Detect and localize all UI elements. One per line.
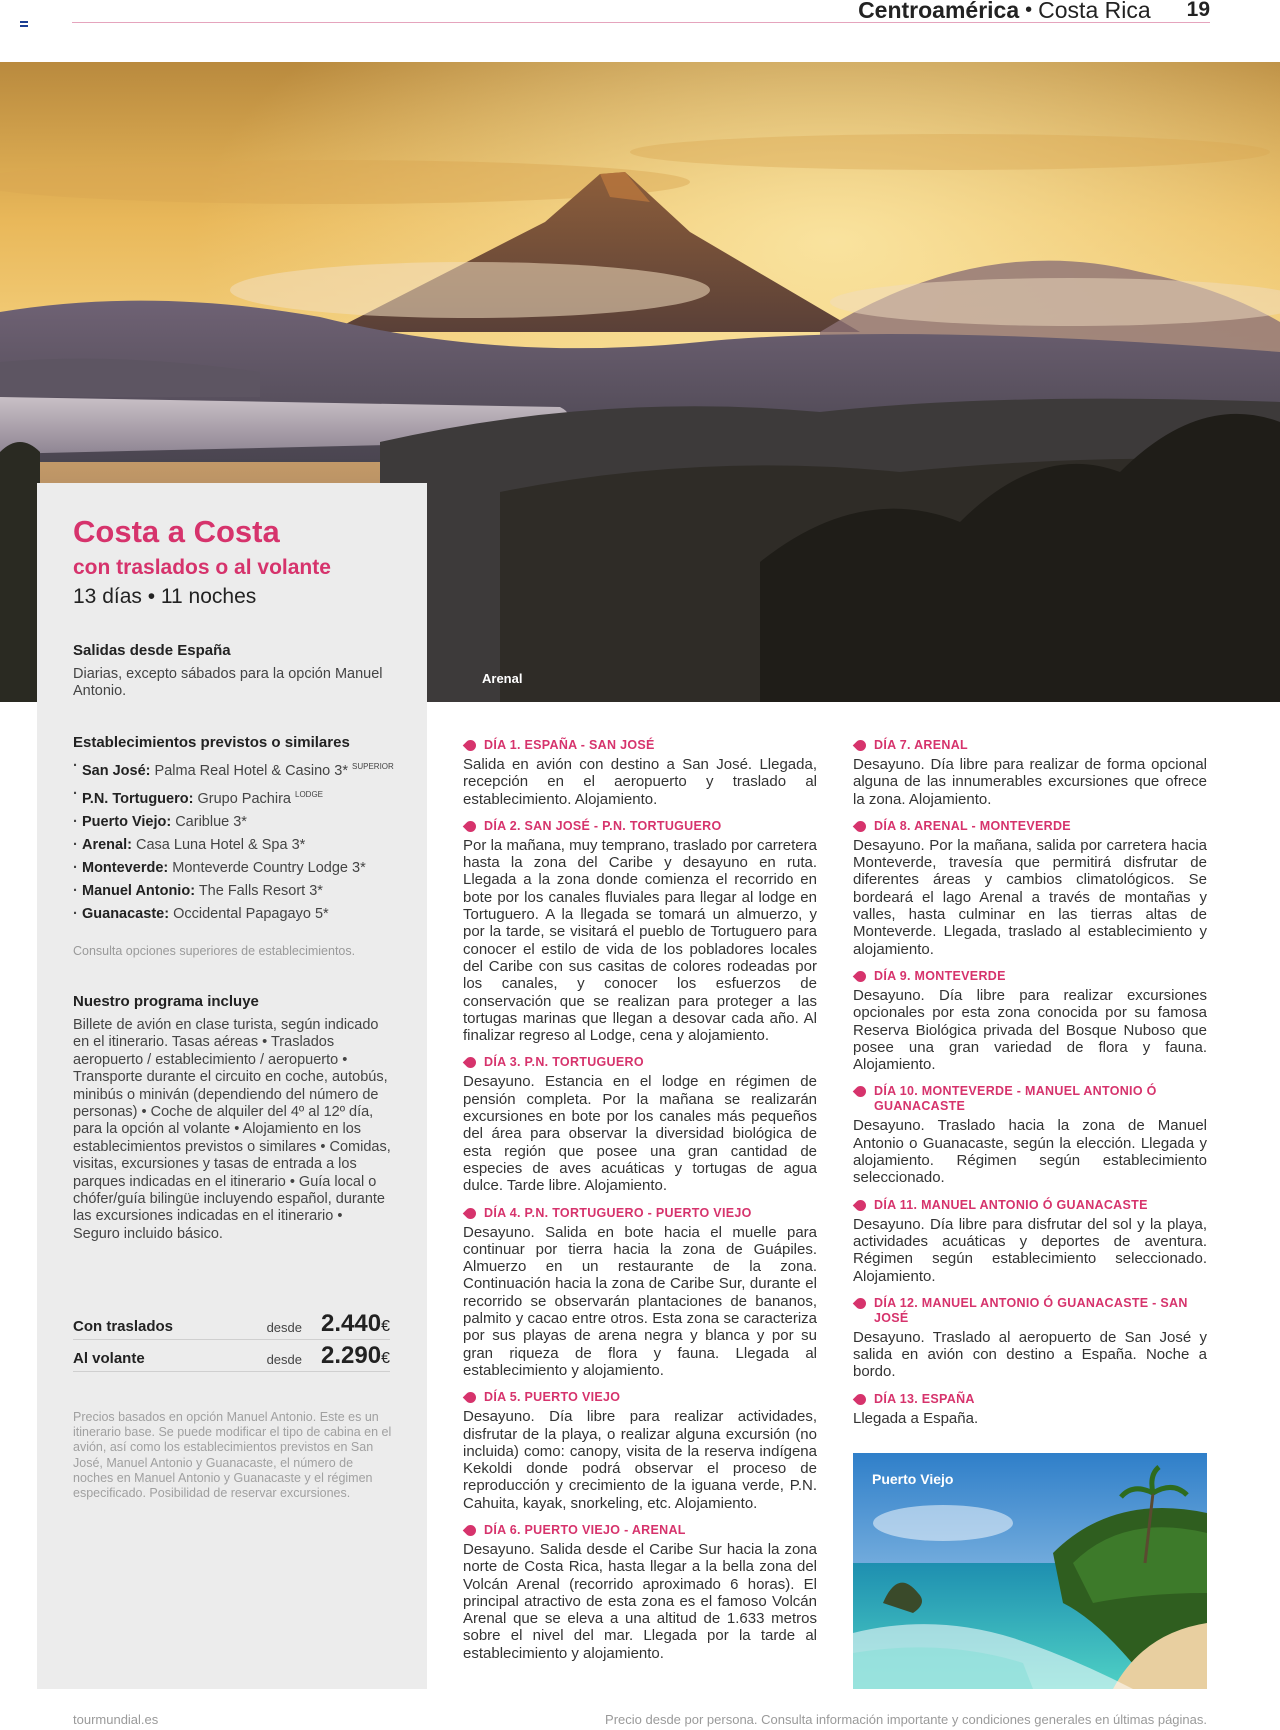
- location-pin-icon: [463, 1055, 479, 1071]
- hotels-heading: Establecimientos previstos o similares: [73, 734, 350, 751]
- location-pin-icon: [853, 1296, 869, 1312]
- hotel-name: Palma Real Hotel & Casino 3*: [154, 762, 348, 779]
- includes-heading: Nuestro programa incluye: [73, 993, 259, 1010]
- itinerary-day: [463, 819, 817, 1045]
- day-text: Llegada a España.: [853, 1409, 979, 1427]
- day-title: DÍA 9. MONTEVERDE: [874, 968, 1006, 983]
- day-title: DÍA 11. MANUEL ANTONIO Ó GUANACASTE: [874, 1197, 1148, 1212]
- itinerary-day: [853, 1198, 1207, 1285]
- itinerary-column-2: [853, 738, 1207, 1438]
- day-text: Desayuno. Día libre para disfrutar del sol y la playa, actividades acuáticas y deportes de aventura. Régimen según establecimiento seleccionado. Alojamiento.: [853, 1215, 1207, 1285]
- day-text: Desayuno. Por la mañana, salida por carretera hacia Monteverde, travesía que permitirá disfrutar de diferentes áreas y cambios climatológicos. Se bordeará el lago Arenal a través de montañas y valles, hasta culminar en las tierras altas de Monteverde. Llegada, traslado al establecimiento y alojamiento.: [853, 836, 1207, 958]
- itinerary-column-1: [463, 738, 817, 1673]
- hotel-name: Casa Luna Hotel & Spa 3*: [136, 836, 306, 853]
- price-label: Con traslados: [73, 1318, 174, 1335]
- hotel-place: Puerto Viejo:: [82, 813, 172, 830]
- departures-heading: Salidas desde España: [73, 642, 231, 659]
- price-value: 2.440: [321, 1310, 382, 1337]
- location-pin-icon: [463, 819, 479, 835]
- price-amount: [321, 1310, 390, 1338]
- fine-print: Precios basados en opción Manuel Antonio. Este es un itinerario base. Se puede modificar el tipo de cabina en el avión, así como los establecimientos previstos en San José, Manuel Antonio y Guanacaste, el número de noches en Manuel Antonio y Guanacaste y el régimen especificado. Posibilidad de reservar excursiones.: [73, 1410, 392, 1501]
- location-pin-icon: [853, 1197, 869, 1213]
- hotels-note: Consulta opciones superiores de establecimientos.: [73, 944, 356, 958]
- location-pin-icon: [853, 1391, 869, 1407]
- hotel-category: SUPERIOR: [352, 762, 394, 771]
- price-row-self-drive: [73, 1343, 390, 1372]
- header-region: Centroamérica: [858, 0, 1020, 23]
- page-number: 19: [1186, 0, 1210, 21]
- day-title: DÍA 10. MONTEVERDE - MANUEL ANTONIO Ó GUANACASTE: [874, 1084, 1157, 1114]
- itinerary-day: [463, 1055, 817, 1194]
- itinerary-day: [463, 738, 817, 808]
- itinerary-day: [463, 1206, 817, 1380]
- day-title: DÍA 2. SAN JOSÉ - P.N. TORTUGUERO: [484, 818, 722, 833]
- itinerary-day: [853, 1296, 1207, 1381]
- price-currency: €: [381, 1318, 390, 1335]
- day-text: Desayuno. Salida desde el Caribe Sur hacia la zona norte de Costa Rica, hasta llegar a la bella zona del Volcán Arenal (recorrido aproximado 6 horas). El principal atractivo de esta zona es el famoso Volcán Arenal que se eleva a una altitud de 1.633 metros sobre el nivel del mar. Llegada por la tarde al establecimiento y alojamiento.: [463, 1540, 817, 1662]
- hero-caption: Arenal: [482, 671, 523, 686]
- photo-puerto-viejo: [853, 1453, 1207, 1689]
- hotel-item: [73, 883, 403, 900]
- hotel-place: Arenal:: [82, 836, 132, 853]
- price-row-transfers: [73, 1311, 390, 1340]
- hotel-item: [73, 906, 403, 923]
- hotel-item: [73, 837, 403, 854]
- day-title: DÍA 3. P.N. TORTUGUERO: [484, 1055, 644, 1070]
- day-title: DÍA 7. ARENAL: [874, 738, 968, 752]
- hotel-name: Grupo Pachira: [197, 790, 291, 807]
- hotel-name: Occidental Papagayo 5*: [173, 905, 329, 922]
- hotel-item: [73, 786, 403, 808]
- itinerary-day: [853, 738, 1207, 808]
- hotel-name: Cariblue 3*: [175, 813, 247, 830]
- hotels-list: [73, 758, 403, 929]
- page-header: [844, 0, 1210, 22]
- footer-site-link[interactable]: tourmundial.es: [73, 1712, 159, 1727]
- location-pin-icon: [463, 1205, 479, 1221]
- day-text: Desayuno. Traslado hacia la zona de Manuel Antonio o Guanacaste, según la elección. Llegada y alojamiento. Régimen según establecimiento seleccionado.: [853, 1117, 1207, 1187]
- location-pin-icon: [853, 819, 869, 835]
- itinerary-day: [853, 1392, 1207, 1427]
- day-text: Salida en avión con destino a San José. Llegada, recepción en el aeropuerto y traslado al establecimiento. Alojamiento.: [463, 756, 817, 808]
- flag-icon: [20, 21, 28, 27]
- day-text: Por la mañana, muy temprano, traslado por carretera hasta la zona del Caribe y desayuno en ruta. Llegada a la zona donde comienza el recorrido en bote por los canales fluviales para llegar al lodge en Tortuguero. A la llegada se tomará un almuerzo, y por la tarde, se visitará el pueblo de Tortuguero para conocer el estilo de vida de los pobladores locales del Caribe con sus casitas de colores rodeadas por los canales, y conocer los esfuerzos de conservación que se realizan para proteger a las tortugas marinas que llegan a desovar cada año. Al finalizar regreso al Lodge, cena y alojamiento.: [463, 836, 817, 1045]
- footer-disclaimer: Precio desde por persona. Consulta información importante y condiciones generales en últimas páginas.: [605, 1712, 1207, 1727]
- day-title: DÍA 6. PUERTO VIEJO - ARENAL: [484, 1522, 686, 1537]
- hotel-name: Monteverde Country Lodge 3*: [172, 859, 366, 876]
- program-duration: 13 días • 11 noches: [73, 585, 257, 608]
- location-pin-icon: [463, 1390, 479, 1406]
- location-pin-icon: [853, 1084, 869, 1100]
- photo-caption: Puerto Viejo: [872, 1471, 954, 1487]
- itinerary-day: [853, 1084, 1207, 1186]
- hotel-item: [73, 814, 403, 831]
- hotel-name: The Falls Resort 3*: [198, 882, 323, 899]
- price-label: Al volante: [73, 1350, 145, 1367]
- hotel-place: Manuel Antonio:: [82, 882, 196, 899]
- day-title: DÍA 8. ARENAL - MONTEVERDE: [874, 818, 1071, 833]
- hotel-place: San José:: [82, 762, 151, 779]
- program-subtitle: con traslados o al volante: [73, 556, 331, 579]
- day-text: Desayuno. Día libre para realizar actividades, disfrutar de la playa, o realizar alguna excursión (no incluida) como: canopy, visita de la reserva indígena Kekoldi donde podrá observar el proceso de reproducción y crecimiento de la iguana verde, P.N. Cahuita, kayak, snorkeling, etc. Alojamiento.: [463, 1408, 817, 1512]
- location-pin-icon: [463, 1523, 479, 1539]
- price-amount: [321, 1342, 390, 1370]
- hotel-place: Monteverde:: [82, 859, 169, 876]
- price-currency: €: [381, 1350, 390, 1367]
- day-text: Desayuno. Salida en bote hacia el muelle para continuar por tierra hacia la zona de Guápiles. Almuerzo en un restaurante de la zona. Continuación hacia la zona de Caribe Sur, durante el recorrido se observarán plantaciones de bananos, palmito y cacao entre otros. Esta zona se caracteriza por sus playas de arena negra y blanca y por su gran riqueza de flora y fauna. Llegada al establecimiento y alojamiento.: [463, 1223, 817, 1379]
- program-title: Costa a Costa: [73, 514, 280, 549]
- location-pin-icon: [853, 969, 869, 985]
- day-title: DÍA 5. PUERTO VIEJO: [484, 1390, 621, 1405]
- hotel-item: [73, 758, 403, 780]
- day-text: Desayuno. Día libre para realizar de forma opcional alguna de las innumerables excursiones que ofrece la zona. Alojamiento.: [853, 756, 1207, 808]
- hotel-category: LODGE: [295, 789, 324, 799]
- day-title: DÍA 13. ESPAÑA: [874, 1391, 975, 1406]
- hotel-place: Guanacaste:: [82, 905, 170, 922]
- itinerary-day: [853, 819, 1207, 958]
- price-value: 2.290: [321, 1342, 382, 1369]
- includes-text: Billete de avión en clase turista, según indicado en el itinerario. Tasas aéreas • Traslados aeropuerto / establecimiento / aeropuerto • Transporte durante el circuito en coche, autobús, minibús o miniván (dependiendo del número de personas) • Coche de alquiler del 4º al 12º día, para la opción al volante • Alojamiento en los establecimientos previstos o similares • Comidas, visitas, excursiones y tasas de entrada a los parques indicadas en el itinerario • Guía local o chófer/guía bilingüe incluyendo español, durante las excursiones indicadas en el itinerario • Seguro incluido básico.: [73, 1017, 391, 1242]
- day-text: Desayuno. Estancia en el lodge en régimen de pensión completa. Por la mañana se realizarán excursiones en bote por los canales más pequeños del área para observar la diversidad biológica de esta región que posee una gran cantidad de especies de aves acuáticas y tortugas de agua dulce. Tarde libre. Alojamiento.: [463, 1073, 817, 1195]
- day-title: DÍA 1. ESPAÑA - SAN JOSÉ: [484, 738, 655, 752]
- day-text: Desayuno. Día libre para realizar excursiones opcionales por esta zona conocida por su famosa Reserva Biológica privada del Bosque Nuboso que posee una gran variedad de flora y fauna. Alojamiento.: [853, 986, 1207, 1074]
- price-from: desde: [266, 1352, 302, 1367]
- day-text: Desayuno. Traslado al aeropuerto de San José y salida en avión con destino a España. Noche a bordo.: [853, 1328, 1207, 1381]
- itinerary-day: [463, 1523, 817, 1662]
- location-pin-icon: [463, 738, 479, 754]
- header-country: Costa Rica: [1038, 0, 1151, 23]
- departures-text: Diarias, excepto sábados para la opción Manuel Antonio.: [73, 666, 383, 700]
- day-title: DÍA 12. MANUEL ANTONIO Ó GUANACASTE - SAN JOSÉ: [874, 1295, 1188, 1325]
- hotel-item: [73, 860, 403, 877]
- header-separator: •: [1025, 0, 1033, 21]
- itinerary-day: [463, 1390, 817, 1512]
- price-from: desde: [266, 1320, 302, 1335]
- day-title: DÍA 4. P.N. TORTUGUERO - PUERTO VIEJO: [484, 1205, 752, 1220]
- hotel-place: P.N. Tortuguero:: [82, 790, 194, 807]
- itinerary-day: [853, 969, 1207, 1073]
- location-pin-icon: [853, 738, 869, 754]
